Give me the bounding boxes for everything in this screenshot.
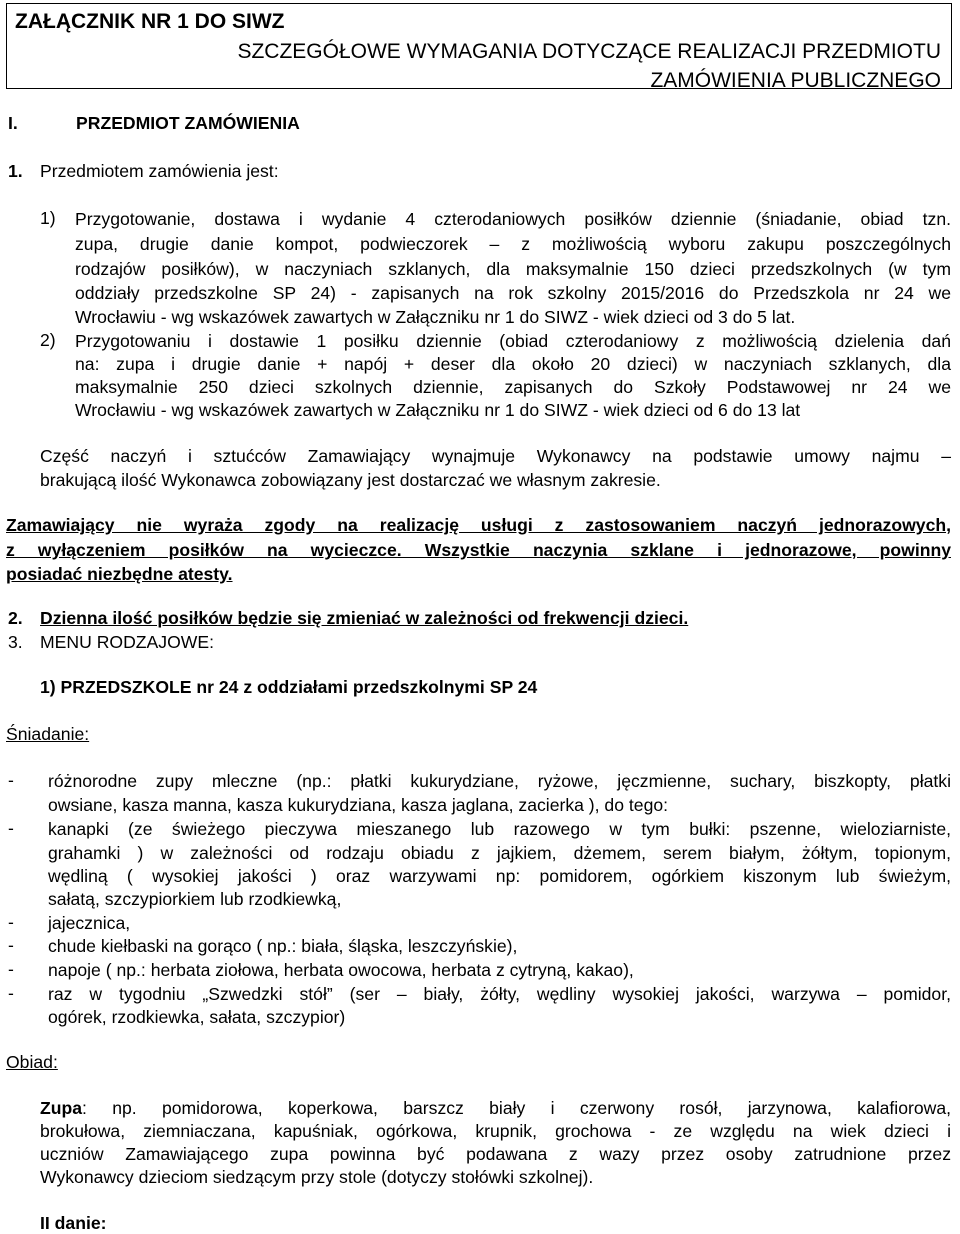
list-dash: - <box>8 935 14 955</box>
list-item-line: chude kiełbaski na gorąco ( np.: biała, śląska, leszczyńskie), <box>48 936 518 956</box>
list-dash: - <box>8 912 14 932</box>
list-dash: - <box>8 959 14 979</box>
point-1-line: rodzajów posiłków), w naczyniach szklanych, dla maksymalnie 150 dzieci przedszkolnych (w tym <box>75 259 951 279</box>
point-2-line: na: zupa i drugie danie + napój + deser dla około 20 dzieci) w naczyniach szklanych, dla <box>75 354 951 374</box>
header-box <box>6 3 952 92</box>
dishes-note-line: brakującą ilość Wykonawca zobowiązany jest dostarczać we własnym zakresie. <box>40 470 661 490</box>
list-item-line: różnorodne zupy mleczne (np.: płatki kukurydziane, ryżowe, jęczmienne, suchary, biszkopty, płatki <box>48 771 951 791</box>
section-title: PRZEDMIOT ZAMÓWIENIA <box>76 113 300 133</box>
list-dash: - <box>8 818 14 838</box>
list-item-line: sałatą, szczypiorkiem lub rzodkiewką, <box>48 889 342 909</box>
list-item-line: napoje ( np.: herbata ziołowa, herbata owocowa, herbata z cytryną, kakao), <box>48 960 634 980</box>
list-item-line: grahamki ) w zależności od rodzaju obiadu z jajkiem, dżemem, serem białym, żółtym, topionym, <box>48 843 951 863</box>
list-item-line: kanapki (ze świeżego pieczywa mieszanego lub razowego w tym bułki: pszenne, wieloziarniste, <box>48 819 951 839</box>
point-2-line: maksymalnie 250 dzieci szkolnych dziennie, zapisanych do Szkoły Podstawowej nr 24 we <box>75 377 951 397</box>
document-subtitle <box>41 37 941 95</box>
point-2-line: Przygotowaniu i dostawie 1 posiłku dziennie (obiad czterodaniowy z możliwością dzielenia dań <box>75 331 951 351</box>
list-item-line: ogórek, rzodkiewka, sałata, szczypior) <box>48 1007 346 1027</box>
item-1-number: 1. <box>8 161 23 181</box>
warning-line: posiadać niezbędne atesty. <box>6 564 233 584</box>
point-1-line: Przygotowanie, dostawa i wydanie 4 czterodaniowych posiłków dziennie (śniadanie, obiad tzn. <box>75 209 951 229</box>
document-title: ZAŁĄCZNIK NR 1 DO SIWZ <box>15 10 285 33</box>
point-1-number: 1) <box>40 208 56 228</box>
list-item-line: wędliną ( wysokiej jakości ) oraz warzywami np: pomidorem, ogórkiem kiszonym lub świeżym, <box>48 866 951 886</box>
second-course-label: II danie: <box>40 1213 107 1233</box>
subtitle-line-2: ZAMÓWIENIA PUBLICZNEGO <box>650 69 941 92</box>
dishes-note-line: Część naczyń i sztućców Zamawiający wynajmuje Wykonawcy na podstawie umowy najmu – <box>40 446 951 466</box>
item-2-text: Dzienna ilość posiłków będzie się zmieniać w zależności od frekwencji dzieci. <box>40 608 689 628</box>
list-dash: - <box>8 983 14 1003</box>
soup-label: Zupa <box>40 1098 83 1118</box>
menu-heading: 1) PRZEDSZKOLE nr 24 z oddziałami przedszkolnymi SP 24 <box>40 677 538 697</box>
warning-line: z wyłączeniem posiłków na wycieczce. Wszystkie naczynia szklane i jednorazowe, powinny <box>6 540 951 560</box>
point-2-line: Wrocławiu - wg wskazówek zawartych w Załączniku nr 1 do SIWZ - wiek dzieci od 6 do 13 lat <box>75 400 801 420</box>
soup-line: brokułowa, ziemniaczana, kapuśniak, ogórkowa, krupnik, grochowa - ze względu na wiek dzieci i <box>40 1121 951 1141</box>
list-item-line: raz w tygodniu „Szwedzki stół” (ser – biały, żółty, wędliny wysokiej jakości, warzywa – pomidor, <box>48 984 951 1004</box>
breakfast-label: Śniadanie: <box>6 724 90 744</box>
section-number: I. <box>8 113 18 133</box>
soup-first-line <box>40 1097 951 1120</box>
item-3-text: MENU RODZAJOWE: <box>40 632 214 652</box>
warning-line: Zamawiający nie wyraża zgody na realizację usługi z zastosowaniem naczyń jednorazowych, <box>6 515 951 535</box>
point-2-number: 2) <box>40 330 56 350</box>
point-1-line: zupa, drugie danie kompot, podwieczorek – z możliwością wyboru zakupu poszczególnych <box>75 234 951 254</box>
list-item-line: owsiane, kasza manna, kasza kukurydziana, kasza jaglana, zacierka ), do tego: <box>48 795 669 815</box>
list-item-line: jajecznica, <box>48 913 131 933</box>
soup-line: uczniów Zamawiającego zupa powinna być podawana z wazy przez osoby zatrudnione przez <box>40 1144 951 1164</box>
soup-line: : np. pomidorowa, koperkowa, barszcz biały i czerwony rosół, jarzynowa, kalafiorowa, <box>82 1098 951 1118</box>
point-1-line: oddziały przedszkolne SP 24) - zapisanych na rok szkolny 2015/2016 do Przedszkola nr 24 we <box>75 283 951 303</box>
item-3-number: 3. <box>8 632 23 652</box>
item-2-number: 2. <box>8 608 23 628</box>
list-dash: - <box>8 770 14 790</box>
dinner-label: Obiad: <box>6 1052 58 1072</box>
item-1-text: Przedmiotem zamówienia jest: <box>40 161 279 181</box>
subtitle-line-1: SZCZEGÓŁOWE WYMAGANIA DOTYCZĄCE REALIZACJI PRZEDMIOTU <box>237 40 941 63</box>
point-1-line: Wrocławiu - wg wskazówek zawartych w Załączniku nr 1 do SIWZ - wiek dzieci od 3 do 5 lat. <box>75 307 796 327</box>
soup-line: Wykonawcy dzieciom siedzącym przy stole (dotyczy stołówki szkolnej). <box>40 1167 594 1187</box>
